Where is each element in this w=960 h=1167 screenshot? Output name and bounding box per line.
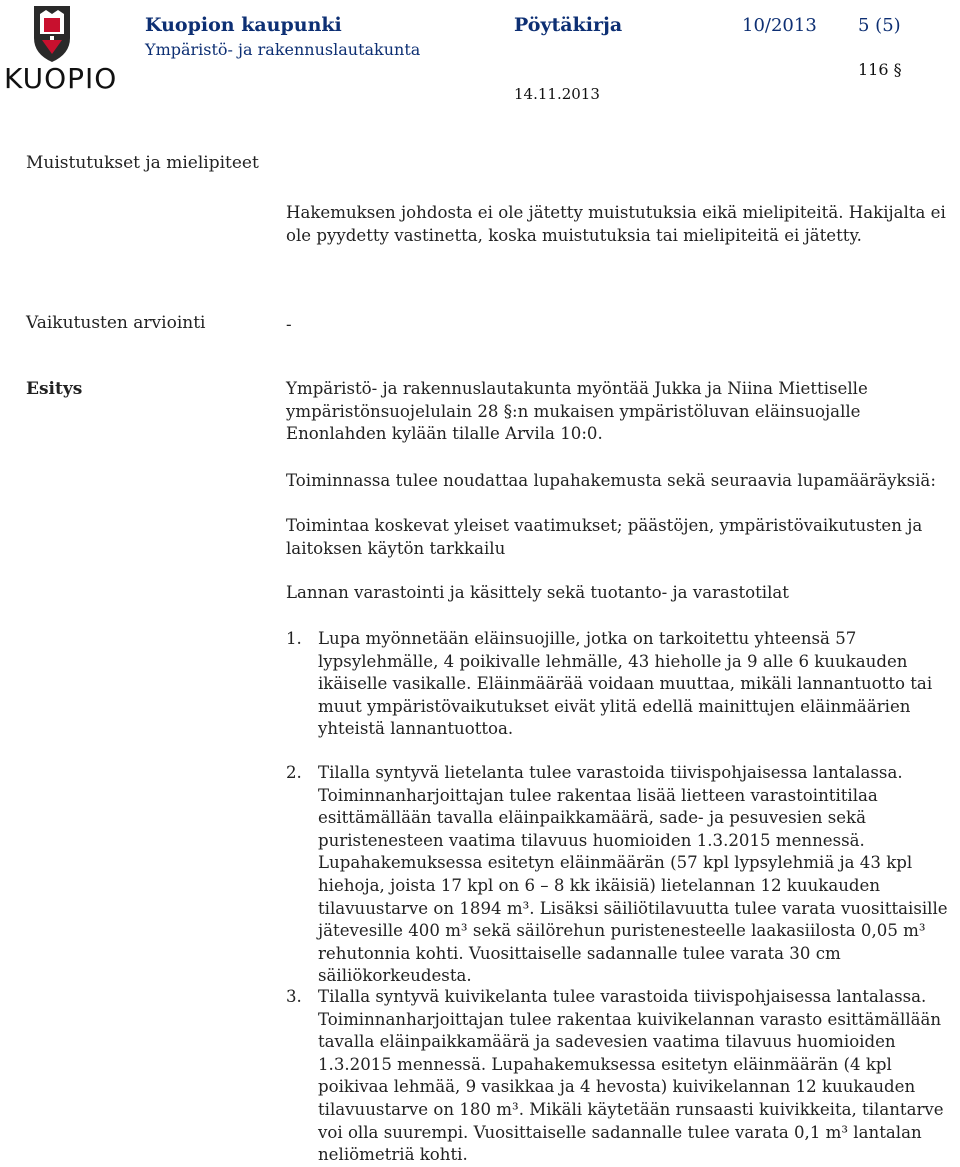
coat-of-arms-icon xyxy=(34,6,70,62)
list-item-number: 3. xyxy=(286,987,302,1006)
logo-wordmark: KUOPIO xyxy=(4,62,118,95)
yleiset-vaatimukset-heading: Toimintaa koskevat yleiset vaatimukset; päästöjen, ympäristövaikutusten ja laitoksen käytön tarkkailu xyxy=(286,516,923,558)
list-item-text: Tilalla syntyvä lietelanta tulee varastoida tiivispohjaisessa lantalassa. Toiminnanharjoittajan tulee rakentaa lisää lietteen varastointitilaa esittämällään tavalla eläinpaikkamäärä, sade- ja pesuvesien sekä puristenesteen vaatima tilavuus huomioiden 1.3.2015 mennessä. Lupahakemuksessa esitetyn eläinmäärän (57 kpl lypsylehmiä ja 43 kpl hiehoja, joista 17 kpl on 6 – 8 kk ikäisiä) lietelannan 12 kuukauden tilavuustarve on 1894 m³. Lisäksi säiliötilavuutta tulee varata vuosittaisille jätevesille 400 m³ sekä säilörehun puristenesteelle laakasiilosta 0,05 m³ rehutonnia kohti. Vuosittaiselle sadannalle tulee varata 30 cm säiliökorkeudesta. xyxy=(318,763,948,986)
list-item-text: Tilalla syntyvä kuivikelanta tulee varastoida tiivispohjaisessa lantalassa. Toiminnanharjoittajan tulee rakentaa kuivikelannan varasto esittämällään tavalla eläinpaikkamäärä ja sadevesien vaatima tilavuus huomioiden 1.3.2015 mennessä. Lupahakemuksessa esitetyn eläinmäärän (4 kpl poikivaa lehmää, 9 vasikkaa ja 4 hevosta) kuivikelannan 12 kuukauden tilavuustarve on 180 m³. Mikäli käytetään runsaasti kuivikkeita, tilantarve voi olla suurempi. Vuosittaiselle sadannalle tulee varata 0,1 m³ lantalan neliömetriä kohti. xyxy=(318,987,944,1165)
organization-name: Kuopion kaupunki xyxy=(145,14,342,36)
esitys-label: Esitys xyxy=(26,379,83,399)
list-item-number: 1. xyxy=(286,629,302,648)
list-item xyxy=(286,762,956,988)
lannan-varastointi-heading: Lannan varastointi ja käsittely sekä tuotanto- ja varastotilat xyxy=(286,583,789,602)
esitys-text: Ympäristö- ja rakennuslautakunta myöntää Jukka ja Niina Miettiselle ympäristönsuojelulain 28 §:n mukaisen ympäristöluvan eläinsuojalle Enonlahden kylään tilalle Arvila 10:0. xyxy=(286,379,868,444)
document-type: Pöytäkirja xyxy=(514,14,623,36)
muistutukset-text: Hakemuksen johdosta ei ole jätetty muistutuksia eikä mielipiteitä. Hakijalta ei ole pyydetty vastinetta, koska muistutuksia tai mielipiteitä ei jätetty. xyxy=(286,203,946,245)
list-item-text: Lupa myönnetään eläinsuojille, jotka on tarkoitettu yhteensä 57 lypsylehmälle, 4 poikivalle lehmälle, 43 hieholle ja 9 alle 6 kuukauden ikäiselle vasikalle. Eläinmäärää voidaan muuttaa, mikäli lannantuotto tai muut ympäristövaikutukset eivät ylitä edellä mainittujen eläinmäärien yhteistä lannantuottoa. xyxy=(318,629,933,739)
list-item xyxy=(286,986,956,1167)
toiminnassa-text: Toiminnassa tulee noudattaa lupahakemusta sekä seuraavia lupamääräyksiä: xyxy=(286,471,936,490)
section-number: 116 § xyxy=(858,60,902,79)
department-name: Ympäristö- ja rakennuslautakunta xyxy=(145,40,421,59)
muistutukset-label: Muistutukset ja mielipiteet xyxy=(26,153,259,173)
list-item xyxy=(286,628,956,741)
vaikutusten-label: Vaikutusten arviointi xyxy=(26,313,206,333)
meeting-date: 14.11.2013 xyxy=(514,85,600,103)
list-item-number: 2. xyxy=(286,763,302,782)
vaikutusten-text: - xyxy=(286,315,292,334)
page-number: 5 (5) xyxy=(858,15,901,36)
document-number: 10/2013 xyxy=(742,15,817,36)
